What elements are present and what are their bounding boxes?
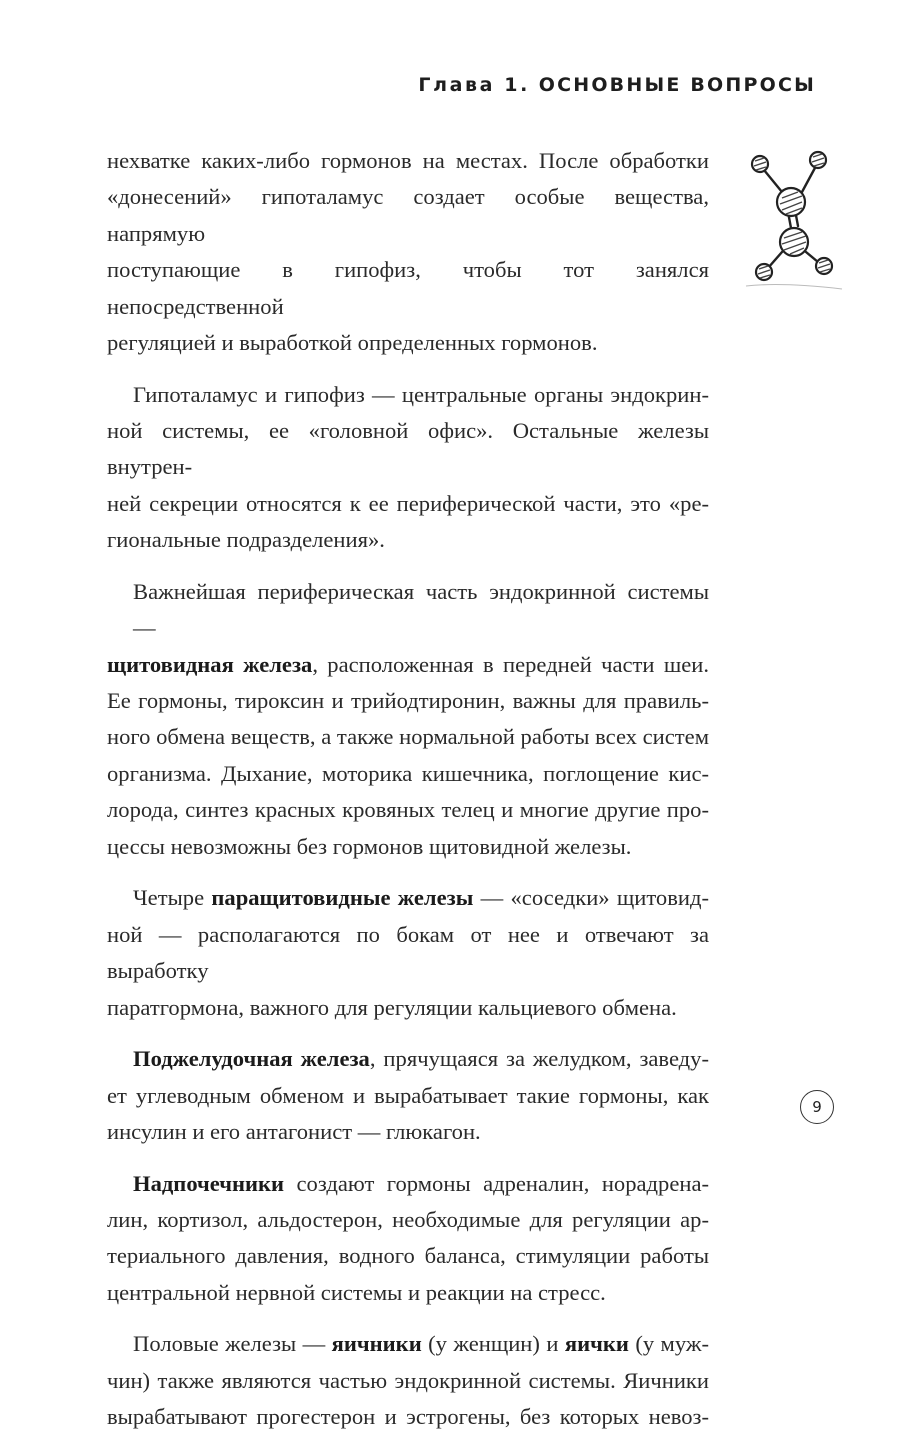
text-line: ней секреции относятся к ее периферической части, это «ре- [107,490,709,516]
text-line: ного обмена веществ, а также нормальной работы всех систем [107,724,709,750]
text-line: нехватке каких-либо гормонов на местах. После обработки [107,148,709,173]
bold-term: яичники [331,1331,422,1357]
text-line: ной — располагаются по бокам от нее и отвечают за выработку [107,921,709,984]
text-line: паратгормона, важного для регуляции кальциевого обмена. [107,994,677,1020]
text-line: Гипоталамус и гипофиз — центральные органы эндокрин- [133,381,709,407]
text-line: организма. Дыхание, моторика кишечника, поглощение кис- [107,760,709,786]
page-number: 9 [800,1090,834,1124]
text-line: Половые железы — яичники (у женщин) и яички (у муж- [133,1331,709,1357]
bold-term: паращитовидные железы [211,885,474,911]
text-line: Важнейшая периферическая часть эндокринной системы — [133,578,709,641]
text-line: Ее гормоны, тироксин и трийодтиронин, важны для правиль- [107,688,709,714]
text-line: центральной нервной системы и реакции на стресс. [107,1279,606,1305]
text-line: Надпочечники создают гормоны адреналин, норадрена- [133,1170,709,1196]
paragraph [107,574,709,865]
bold-term: щитовидная железа [107,651,313,677]
paragraph [107,377,709,559]
molecule-icon [742,148,846,294]
text-line: гиональные подразделения». [107,527,385,553]
paragraph [107,143,709,361]
text-line: «донесений» гипоталамус создает особые вещества, напрямую [107,184,709,246]
text-line: лин, кортизол, альдостерон, необходимые для регуляции ар- [107,1206,709,1232]
text-line: цессы невозможны без гормонов щитовидной железы. [107,833,632,859]
text-line: лорода, синтез красных кровяных телец и многие другие про- [107,797,709,823]
paragraph [107,1326,709,1435]
text-line: ной системы, ее «головной офис». Остальные железы внутрен- [107,418,709,480]
text-line: чин) также являются частью эндокринной системы. Яичники [107,1367,709,1393]
bold-term: Надпочечники [133,1170,285,1196]
text-line: регуляцией и выработкой определенных гормонов. [107,330,598,356]
text-line: поступающие в гипофиз, чтобы тот занялся непосредственной [107,257,709,319]
paragraph [107,1166,709,1312]
chapter-label: Глава 1. [418,74,530,96]
text-line: ет углеводным обменом и вырабатывает такие гормоны, как [107,1082,709,1108]
bold-term: Поджелудочная железа [133,1046,370,1072]
text-line: щитовидная железа, расположенная в передней части шеи. [107,651,710,677]
chapter-title: ОСНОВНЫЕ ВОПРОСЫ [538,74,816,96]
text-line: вырабатывают прогестерон и эстрогены, без которых невоз- [107,1404,709,1430]
body-text [107,143,709,1451]
text-line: инсулин и его антагонист — глюкагон. [107,1118,481,1144]
paragraph [107,880,709,1026]
text-line: Четыре паращитовидные железы — «соседки» щитовид- [133,885,709,911]
running-header [418,74,816,96]
paragraph [107,1041,709,1150]
text-line: териального давления, водного баланса, стимуляции работы [107,1243,709,1269]
text-line: Поджелудочная железа, прячущаяся за желудком, заведу- [133,1046,709,1072]
bold-term: яички [564,1331,629,1357]
